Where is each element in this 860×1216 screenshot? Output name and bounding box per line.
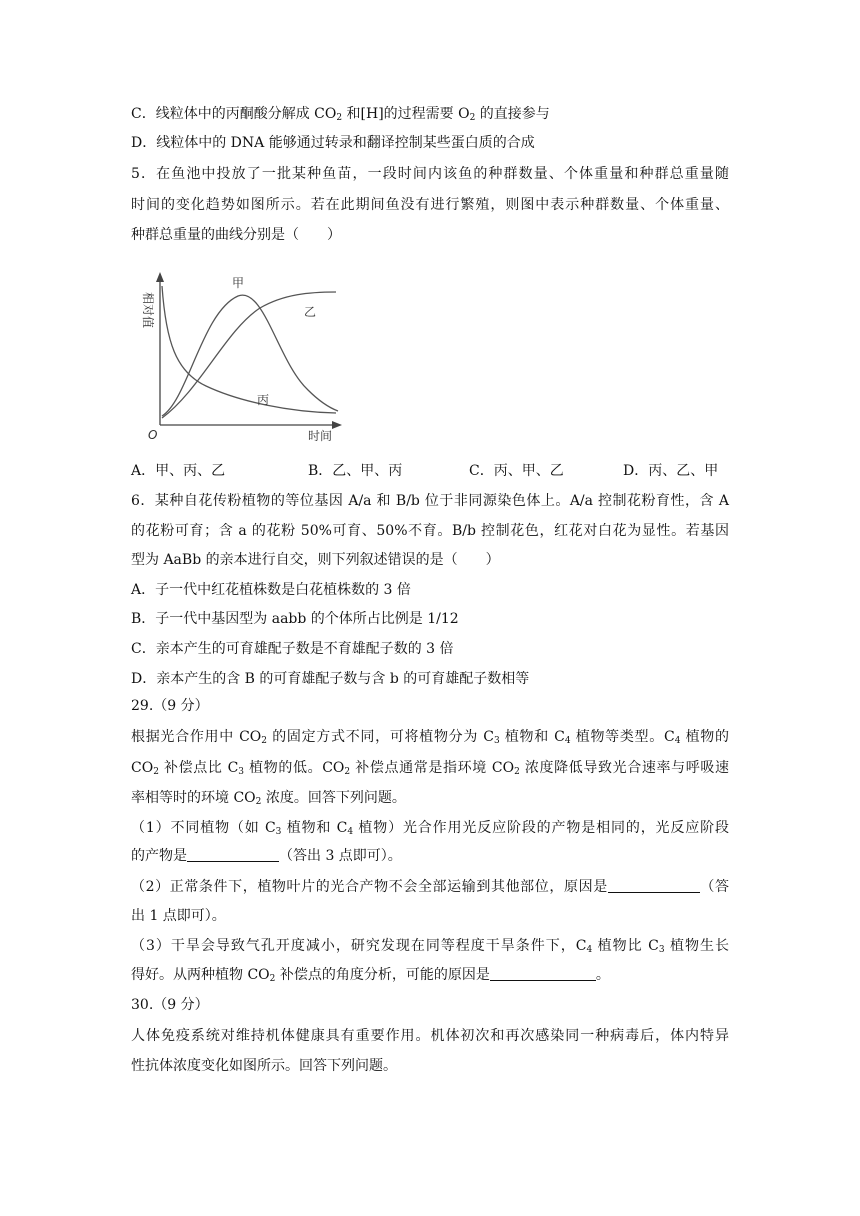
- q5-option-c: C．丙、甲、乙: [469, 463, 564, 479]
- q29-part-3-line-2: 得好。从两种植物 $CO_2$ 补偿点的角度分析，可能的原因是 。: [131, 967, 610, 984]
- q5-option-a: A．甲、丙、乙: [131, 463, 226, 479]
- q4-option-d: D．线粒体中的 DNA 能够通过转录和翻译控制某些蛋白质的合成: [131, 135, 535, 151]
- answer-blank-3[interactable]: [490, 966, 596, 981]
- q30-header: 30.（9 分）: [131, 997, 209, 1013]
- answer-blank-2[interactable]: [608, 878, 700, 893]
- q29-part-2-line-1: （2）正常条件下，植物叶片的光合产物不会全部运输到其他部位，原因是 （答: [131, 879, 730, 895]
- x-axis-label: 时间: [308, 429, 333, 442]
- x-axis-arrow: [332, 421, 342, 429]
- q29-intro-line-2: $CO_2$ 补偿点比 $C_3$ 植物的低。$CO_2$ 补偿点通常是指环境 $CO_2$ 浓度降低导致光合速率与呼吸速: [131, 760, 730, 777]
- q29-intro-line-1: 根据光合作用中 $CO_2$ 的固定方式不同，可将植物分为 $C_3$ 植物和 $C_4$ 植物等类型。$C_4$ 植物的: [131, 729, 729, 746]
- q6-option-b: B．子一代中基因型为 aabb 的个体所占比例是 1/12: [131, 611, 459, 627]
- q5-stem-line-3: 种群总重量的曲线分别是（ ）: [131, 227, 341, 243]
- q6-stem-line-1: 6．某种自花传粉植物的等位基因 A/a 和 B/b 位于非同源染色体上。A/a 控制花粉育性，含 A: [131, 493, 729, 509]
- q6-option-d: D．亲本产生的含 B 的可育雄配子数与含 b 的可育雄配子数相等: [131, 671, 530, 687]
- q4-option-c: C．线粒体中的丙酮酸分解成 $CO_2$ 和[H]的过程需要 $O_2$ 的直接参与: [131, 106, 550, 123]
- curve-label-jia: 甲: [232, 276, 245, 290]
- q30-stem-line-2: 性抗体浓度变化如图所示。回答下列问题。: [131, 1058, 397, 1074]
- q6-stem-line-3: 型为 AaBb 的亲本进行自交，则下列叙述错误的是（ ）: [131, 552, 500, 568]
- curve-label-yi: 乙: [304, 305, 317, 319]
- y-axis-label: 相对值: [141, 292, 155, 329]
- q5-stem-line-2: 时间的变化趋势如图所示。若在此期间鱼没有进行繁殖，则图中表示种群数量、个体重量、: [131, 197, 729, 213]
- q29-part-2-line-2: 出 1 点即可）。: [131, 908, 226, 924]
- q5-option-d: D．丙、乙、甲: [623, 463, 719, 479]
- q5-curve-figure: [140, 262, 350, 442]
- q6-option-c: C．亲本产生的可育雄配子数是不育雄配子数的 3 倍: [131, 641, 454, 657]
- q29-part-1-line-1: （1）不同植物（如 $C_3$ 植物和 $C_4$ 植物）光合作用光反应阶段的产物是相同的，光反应阶段: [131, 820, 729, 837]
- q29-part-1-line-2: 的产物是 （答出 3 点即可）。: [131, 848, 402, 864]
- y-axis-arrow: [156, 272, 164, 282]
- q6-stem-line-2: 的花粉可育；含 a 的花粉 50%可育、50%不育。B/b 控制花色，红花对白花为显性。若基因: [131, 523, 729, 539]
- answer-blank-1[interactable]: [187, 847, 279, 862]
- origin-label: O: [148, 428, 158, 442]
- q6-option-a: A．子一代中红花植株数是白花植株数的 3 倍: [131, 582, 411, 598]
- curve-label-bing: 丙: [257, 393, 270, 407]
- q30-stem-line-1: 人体免疫系统对维持机体健康具有重要作用。机体初次和再次感染同一种病毒后，体内特异: [131, 1028, 729, 1044]
- q29-part-3-line-1: （3）干旱会导致气孔开度减小，研究发现在同等程度干旱条件下，$C_4$ 植物比 $C_3$ 植物生长: [131, 938, 729, 955]
- q5-option-b: B．乙、甲、丙: [308, 463, 403, 479]
- q5-stem-line-1: 5．在鱼池中投放了一批某种鱼苗，一段时间内该鱼的种群数量、个体重量和种群总重量随: [131, 166, 729, 182]
- q29-header: 29.（9 分）: [131, 698, 209, 714]
- q29-intro-line-3: 率相等时的环境 $CO_2$ 浓度。回答下列问题。: [131, 790, 406, 807]
